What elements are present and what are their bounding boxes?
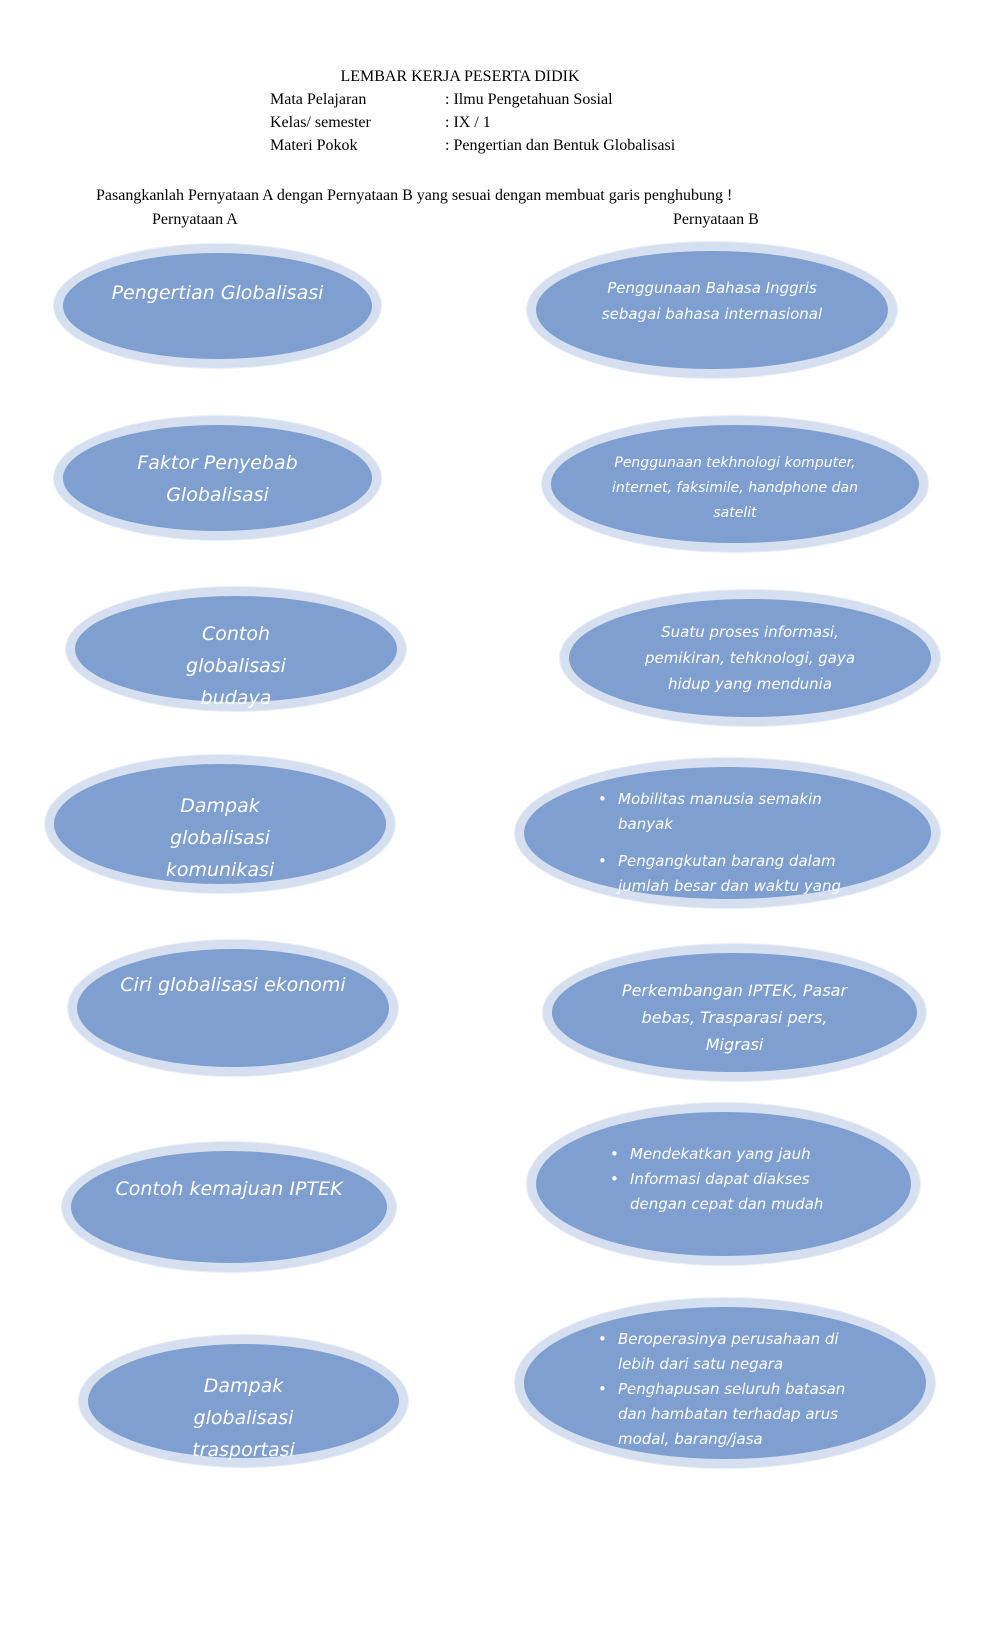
statement-b-bullets — [524, 787, 931, 924]
worksheet-title: LEMBAR KERJA PESERTA DIDIK — [340, 68, 580, 85]
statement-b-oval[interactable] — [560, 590, 940, 726]
statement-a-text: Faktor Penyebab Globalisasi — [137, 452, 298, 506]
statement-a-text: Dampak globalisasi trasportasi — [192, 1375, 295, 1461]
statement-a-oval[interactable] — [54, 416, 381, 540]
statement-b-text: Perkembangan IPTEK, Pasar bebas, Trasparasi pers, Migrasi — [621, 981, 848, 1054]
statement-a-oval[interactable] — [45, 755, 395, 893]
meta-value: : Pengertian dan Bentuk Globalisasi — [445, 137, 676, 154]
bullet-item: • Informasi dapat diakses dengan cepat dan mudah — [606, 1167, 851, 1217]
statement-a-oval[interactable] — [66, 587, 406, 711]
statement-b-oval[interactable] — [527, 1103, 920, 1265]
bullet-item: • Beroperasinya perusahaan di lebih dari satu negara — [594, 1327, 866, 1377]
meta-value: : IX / 1 — [445, 114, 491, 131]
statement-b-oval[interactable] — [515, 1298, 935, 1468]
statement-b-text: Penggunaan tekhnologi komputer, internet, faksimile, handphone dan satelit — [611, 455, 859, 521]
statement-a-oval[interactable] — [54, 244, 381, 368]
column-heading-b: Pernyataan B — [673, 211, 759, 228]
bullet-item: • Mobilitas manusia semakin banyak — [594, 787, 871, 837]
statement-a-text: Contoh globalisasi budaya — [186, 623, 286, 709]
statement-a-oval[interactable] — [68, 940, 398, 1076]
meta-label: Kelas/ semester — [270, 114, 371, 131]
statement-a-text: Contoh kemajuan IPTEK — [115, 1178, 343, 1200]
meta-label: Mata Pelajaran — [270, 91, 367, 108]
statement-a-oval[interactable] — [62, 1142, 396, 1272]
statement-b-oval[interactable] — [527, 242, 897, 378]
meta-value: : Ilmu Pengetahuan Sosial — [445, 91, 613, 108]
statement-a-oval[interactable] — [79, 1335, 408, 1467]
bullet-item: • Pengangkutan barang dalam jumlah besar dan waktu yang singkat — [594, 849, 871, 924]
meta-label: Materi Pokok — [270, 137, 358, 154]
statement-b-bullets — [536, 1142, 911, 1217]
statement-b-text: Suatu proses informasi, pemikiran, tehknologi, gaya hidup yang mendunia — [644, 623, 856, 693]
statement-a-text: Ciri globalisasi ekonomi — [120, 974, 346, 996]
statement-b-oval[interactable] — [542, 416, 928, 552]
bullet-item: • Penghapusan seluruh batasan dan hambatan terhadap arus modal, barang/jasa — [594, 1377, 866, 1452]
statement-a-text: Pengertian Globalisasi — [111, 282, 324, 304]
statement-b-text: Penggunaan Bahasa Inggris sebagai bahasa internasional — [601, 279, 823, 323]
instruction-text: Pasangkanlah Pernyataan A dengan Pernyataan B yang sesuai dengan membuat garis penghubung ! — [96, 187, 733, 204]
statement-b-oval[interactable] — [543, 944, 926, 1081]
statement-b-bullets — [524, 1327, 926, 1452]
column-heading-a: Pernyataan A — [152, 211, 238, 228]
statement-a-text: Dampak globalisasi komunikasi — [165, 795, 275, 881]
bullet-item: • Mendekatkan yang jauh — [606, 1142, 851, 1167]
statement-b-oval[interactable] — [515, 758, 940, 920]
